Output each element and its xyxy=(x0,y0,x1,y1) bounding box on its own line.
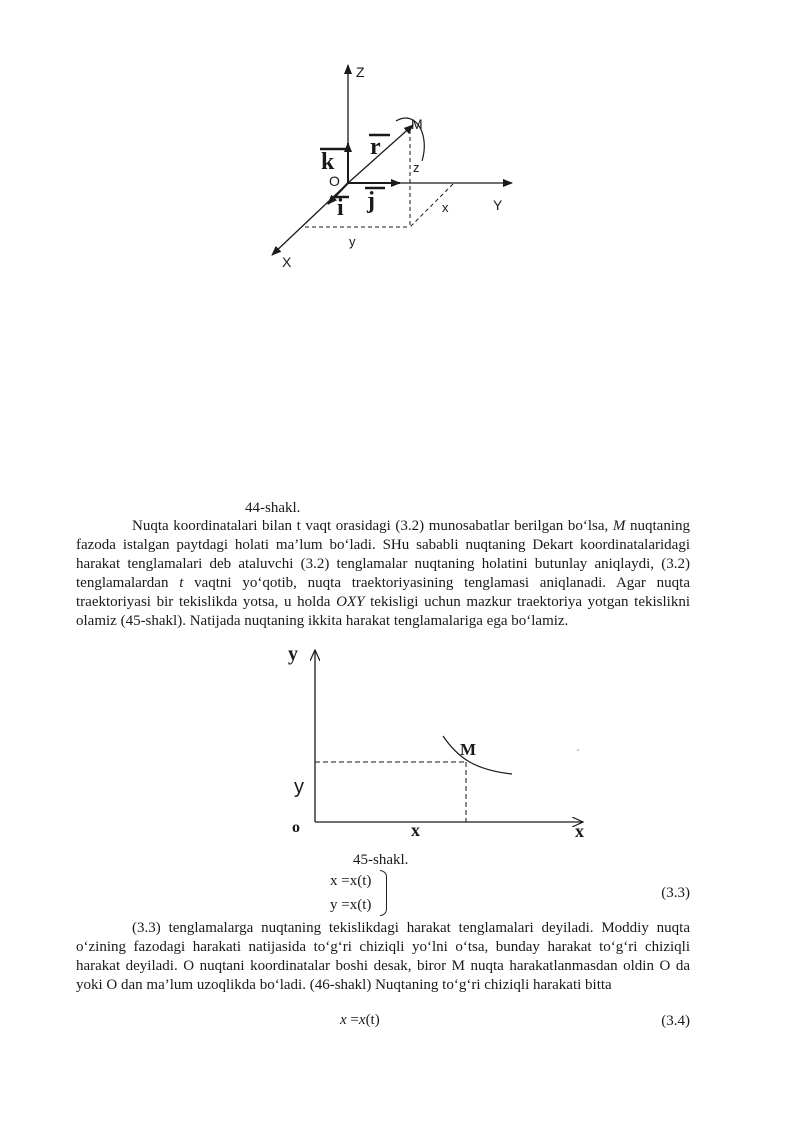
paragraph-1-italic-oxy: OXY xyxy=(336,594,365,610)
label-coord-y: y xyxy=(349,234,356,249)
figure-44-caption: 44-shakl. xyxy=(245,500,301,516)
label-origin-45: o xyxy=(292,819,300,836)
label-axis-y-45: y xyxy=(288,643,298,665)
paragraph-1-text-c: vaqtni yo‘qotib, nuqta traektoriyasining tenglamasi aniqlanadi. Agar nuqta traektoriyasi bir tekislikda yotsa, u holda xyxy=(76,575,690,610)
equation-3-3-line-2: y =x(t) xyxy=(330,897,372,913)
label-axis-z: Z xyxy=(356,64,365,80)
figure-45-diagram xyxy=(280,642,600,842)
label-axis-y: Y xyxy=(493,197,503,213)
equation-3-4-rhs-fn: x xyxy=(358,1012,366,1028)
label-vector-r: r xyxy=(370,134,381,160)
paragraph-1-text-b: nuqtaning fazoda istalgan paytdagi holati ma’lum bo‘ladi. SHu sababli nuqtaning Dekart koordinatalaridagi harakat tenglamalari deb ataluvchi (3.2) tenglamalar nuqtaning holatini butunlay aniqlaydi, (3.2) tenglamalardan xyxy=(76,518,690,591)
paragraph-2: (3.3) tenglamalarga nuqtaning tekislikdagi harakat tenglamalari deyiladi. Moddiy nuqta o‘zining fazodagi harakati natijasida to‘g‘ri chiziqli yo‘lni o‘tsa, bunday harakat to‘g‘ri chiziqli harakat deyiladi. O nuqtani koordinatalar boshi desak, biror M nuqta harakatlanmasdan oldin O da yoki O dan ma’lum uzoqlikda bo‘ladi. (46-shakl) Nuqtaning to‘g‘ri chiziqli harakati bitta xyxy=(76,920,690,993)
equation-3-4-equals: = xyxy=(346,1012,359,1028)
paragraph-1-italic-m: M xyxy=(612,518,626,534)
label-coord-x-45: x xyxy=(411,820,420,840)
label-vector-k: k xyxy=(321,149,335,175)
figure-45-caption: 45-shakl. xyxy=(353,852,409,868)
label-point-m-45: M xyxy=(460,740,477,759)
equation-3-4 xyxy=(340,1011,380,1030)
equation-3-4-lhs: x xyxy=(340,1012,347,1028)
label-origin: O xyxy=(329,173,340,189)
paragraph-1-text-d: tekisligi uchun mazkur traektoriya yotgan tekislikni olamiz (45-shakl). Natijada nuqtaning ikkita harakat tenglamalariga ega bo‘lamiz. xyxy=(76,594,690,629)
paragraph-1-text-a: Nuqta koordinatalari bilan t vaqt orasidagi (3.2) munosabatlar berilgan bo‘lsa, xyxy=(132,518,613,534)
label-coord-x: x xyxy=(442,200,449,215)
equation-3-4-rhs-arg: (t) xyxy=(365,1012,380,1028)
figure-44-diagram xyxy=(250,55,540,275)
equation-3-4-number: (3.4) xyxy=(661,1013,690,1029)
paragraph-1-italic-t: t xyxy=(179,575,184,591)
label-vector-i: i xyxy=(337,195,344,221)
equation-3-3-brace xyxy=(380,870,387,916)
label-axis-x: X xyxy=(282,254,292,270)
stray-dot xyxy=(577,749,579,751)
paragraph-1 xyxy=(76,517,690,631)
label-vector-j: j xyxy=(367,188,375,214)
label-point-m: M xyxy=(411,116,423,132)
label-axis-x-45: x xyxy=(575,821,584,841)
trajectory-curve-45 xyxy=(443,736,512,774)
equation-3-3-line-1: x =x(t) xyxy=(330,873,372,889)
label-coord-y-45: y xyxy=(294,776,304,798)
equation-3-3-number: (3.3) xyxy=(661,885,690,901)
label-coord-z: z xyxy=(413,160,420,175)
